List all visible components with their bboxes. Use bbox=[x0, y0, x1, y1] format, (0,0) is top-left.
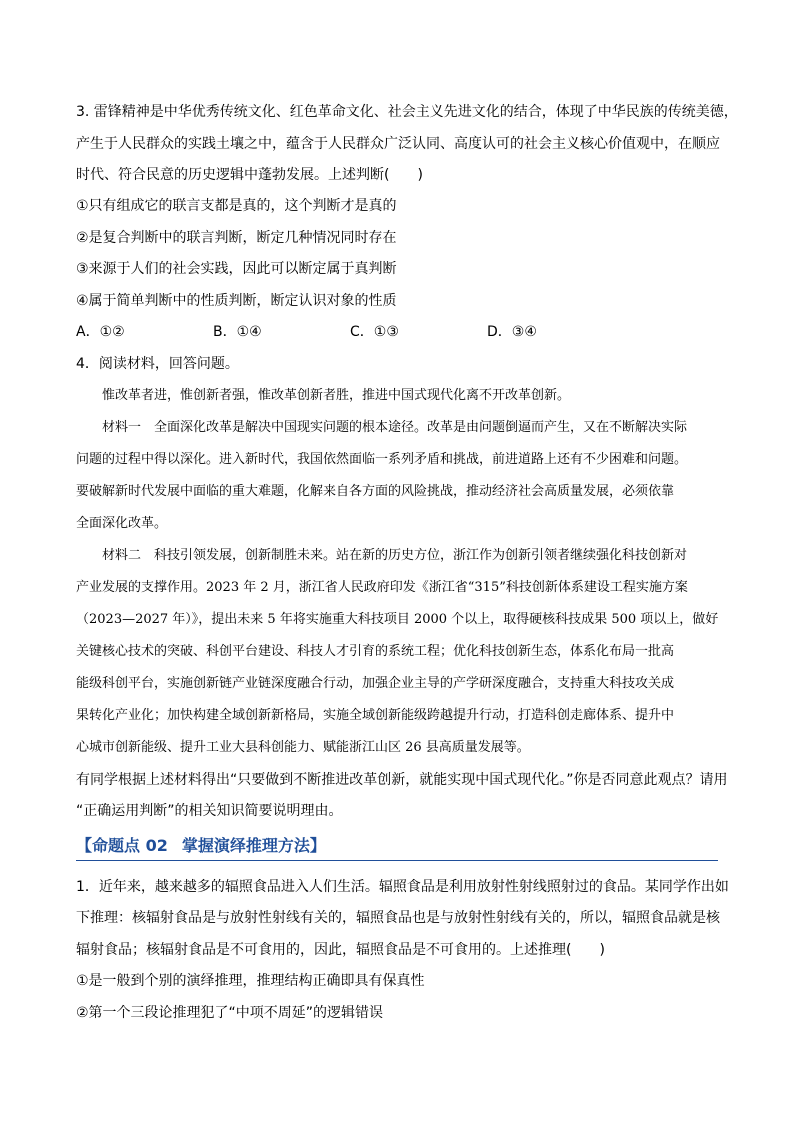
q3-statement-3: ③来源于人们的社会实践，因此可以断定属于真判断 bbox=[76, 261, 397, 277]
q3-stem-line-2: 产生于人民群众的实践土壤之中，蕴含于人民群众广泛认同、高度认可的社会主义核心价值观中，在顺应 bbox=[76, 136, 720, 152]
q4-material-line-1: 惟改革者进，惟创新者强，惟改革创新者胜，推进中国式现代化离不开改革创新。 bbox=[76, 388, 571, 403]
q3-option-c: C．①③ bbox=[350, 324, 399, 340]
section-heading-number: 【命题点 02 bbox=[76, 836, 168, 855]
q3-option-a: A．①② bbox=[76, 324, 125, 340]
q3-stem-line-1: 3. 雷锋精神是中华优秀传统文化、红色革命文化、社会主义先进文化的结合，体现了中华民族的传统美德， bbox=[76, 104, 738, 120]
q4-material-line-8: （2023—2027 年）》，提出未来 5 年将实施重大科技项目 2000 个以上，取得硬核科技成果 500 项以上，做好 bbox=[76, 612, 719, 627]
q1-stem-line-1: 1．近年来，越来越多的辐照食品进入人们生活。辐照食品是利用放射性射线照射过的食品。某同学作出如 bbox=[76, 879, 729, 895]
q4-question-line-1: 有同学根据上述材料得出“只要做到不断推进改革创新，就能实现中国式现代化。”你是否同意此观点？请用 bbox=[76, 772, 728, 788]
q4-material-line-9: 关键核心技术的突破、科创平台建设、科技人才引育的系统工程；优化科技创新生态，体系化布局一批高 bbox=[76, 644, 675, 659]
section-heading-rule bbox=[76, 860, 718, 861]
q4-material-line-3: 问题的过程中得以深化。进入新时代，我国依然面临一系列矛盾和挑战，前进道路上还有不少困难和问题。 bbox=[76, 452, 688, 467]
q3-statement-2: ②是复合判断中的联言判断，断定几种情况同时存在 bbox=[76, 230, 397, 246]
q4-material-line-10: 能级科创平台，实施创新链产业链深度融合行动，加强企业主导的产学研深度融合，支持重大科技攻关成 bbox=[76, 676, 675, 691]
q1-stem-line-3: 辐射食品；核辐射食品是不可食用的，因此，辐照食品是不可食用的。上述推理( ) bbox=[76, 942, 605, 958]
q4-material-line-12: 心城市创新能级、提升工业大县科创能力、赋能浙江山区 26 县高质量发展等。 bbox=[76, 740, 530, 755]
q3-statement-4: ④属于简单判断中的性质判断，断定认识对象的性质 bbox=[76, 293, 397, 309]
q1-stem-line-2: 下推理：核辐射食品是与放射性射线有关的，辐照食品也是与放射性射线有关的，所以，辐照食品就是核 bbox=[76, 910, 720, 926]
q3-statement-1: ①只有组成它的联言支都是真的，这个判断才是真的 bbox=[76, 198, 397, 214]
q4-material-line-2: 材料一 全面深化改革是解决中国现实问题的根本途径。改革是由问题倒逼而产生，又在不断解决实际 bbox=[76, 420, 688, 435]
q3-option-b: B．①④ bbox=[213, 324, 262, 340]
q1-statement-1: ①是一般到个别的演绎推理，推理结构正确即具有保真性 bbox=[76, 973, 425, 989]
q4-material-line-5: 全面深化改革。 bbox=[76, 516, 168, 531]
q4-material-line-6: 材料二 科技引领发展，创新制胜未来。站在新的历史方位，浙江作为创新引领者继续强化科技创新对 bbox=[76, 548, 688, 563]
section-heading-title: 掌握演绎推理方法】 bbox=[181, 836, 326, 855]
q3-stem-line-3: 时代、符合民意的历史逻辑中蓬勃发展。上述判断( ) bbox=[76, 167, 423, 183]
q4-material-line-7: 产业发展的支撑作用。2023 年 2 月，浙江省人民政府印发《浙江省“315”科技创新体系建设工程实施方案 bbox=[76, 580, 688, 595]
q1-statement-2: ②第一个三段论推理犯了“中项不周延”的逻辑错误 bbox=[76, 1005, 384, 1021]
q3-option-d: D．③④ bbox=[487, 324, 537, 340]
section-heading bbox=[76, 836, 326, 856]
q4-material-line-4: 要破解新时代发展中面临的重大难题，化解来自各方面的风险挑战，推动经济社会高质量发展，必须依靠 bbox=[76, 484, 675, 499]
q3-options bbox=[76, 323, 537, 341]
q4-stem: 4．阅读材料，回答问题。 bbox=[76, 356, 239, 372]
q4-material-line-11: 果转化产业化；加快构建全域创新新格局，实施全域创新能级跨越提升行动，打造科创走廊体系、提升中 bbox=[76, 708, 675, 723]
q4-question-line-2: “正确运用判断”的相关知识简要说明理由。 bbox=[76, 803, 343, 819]
